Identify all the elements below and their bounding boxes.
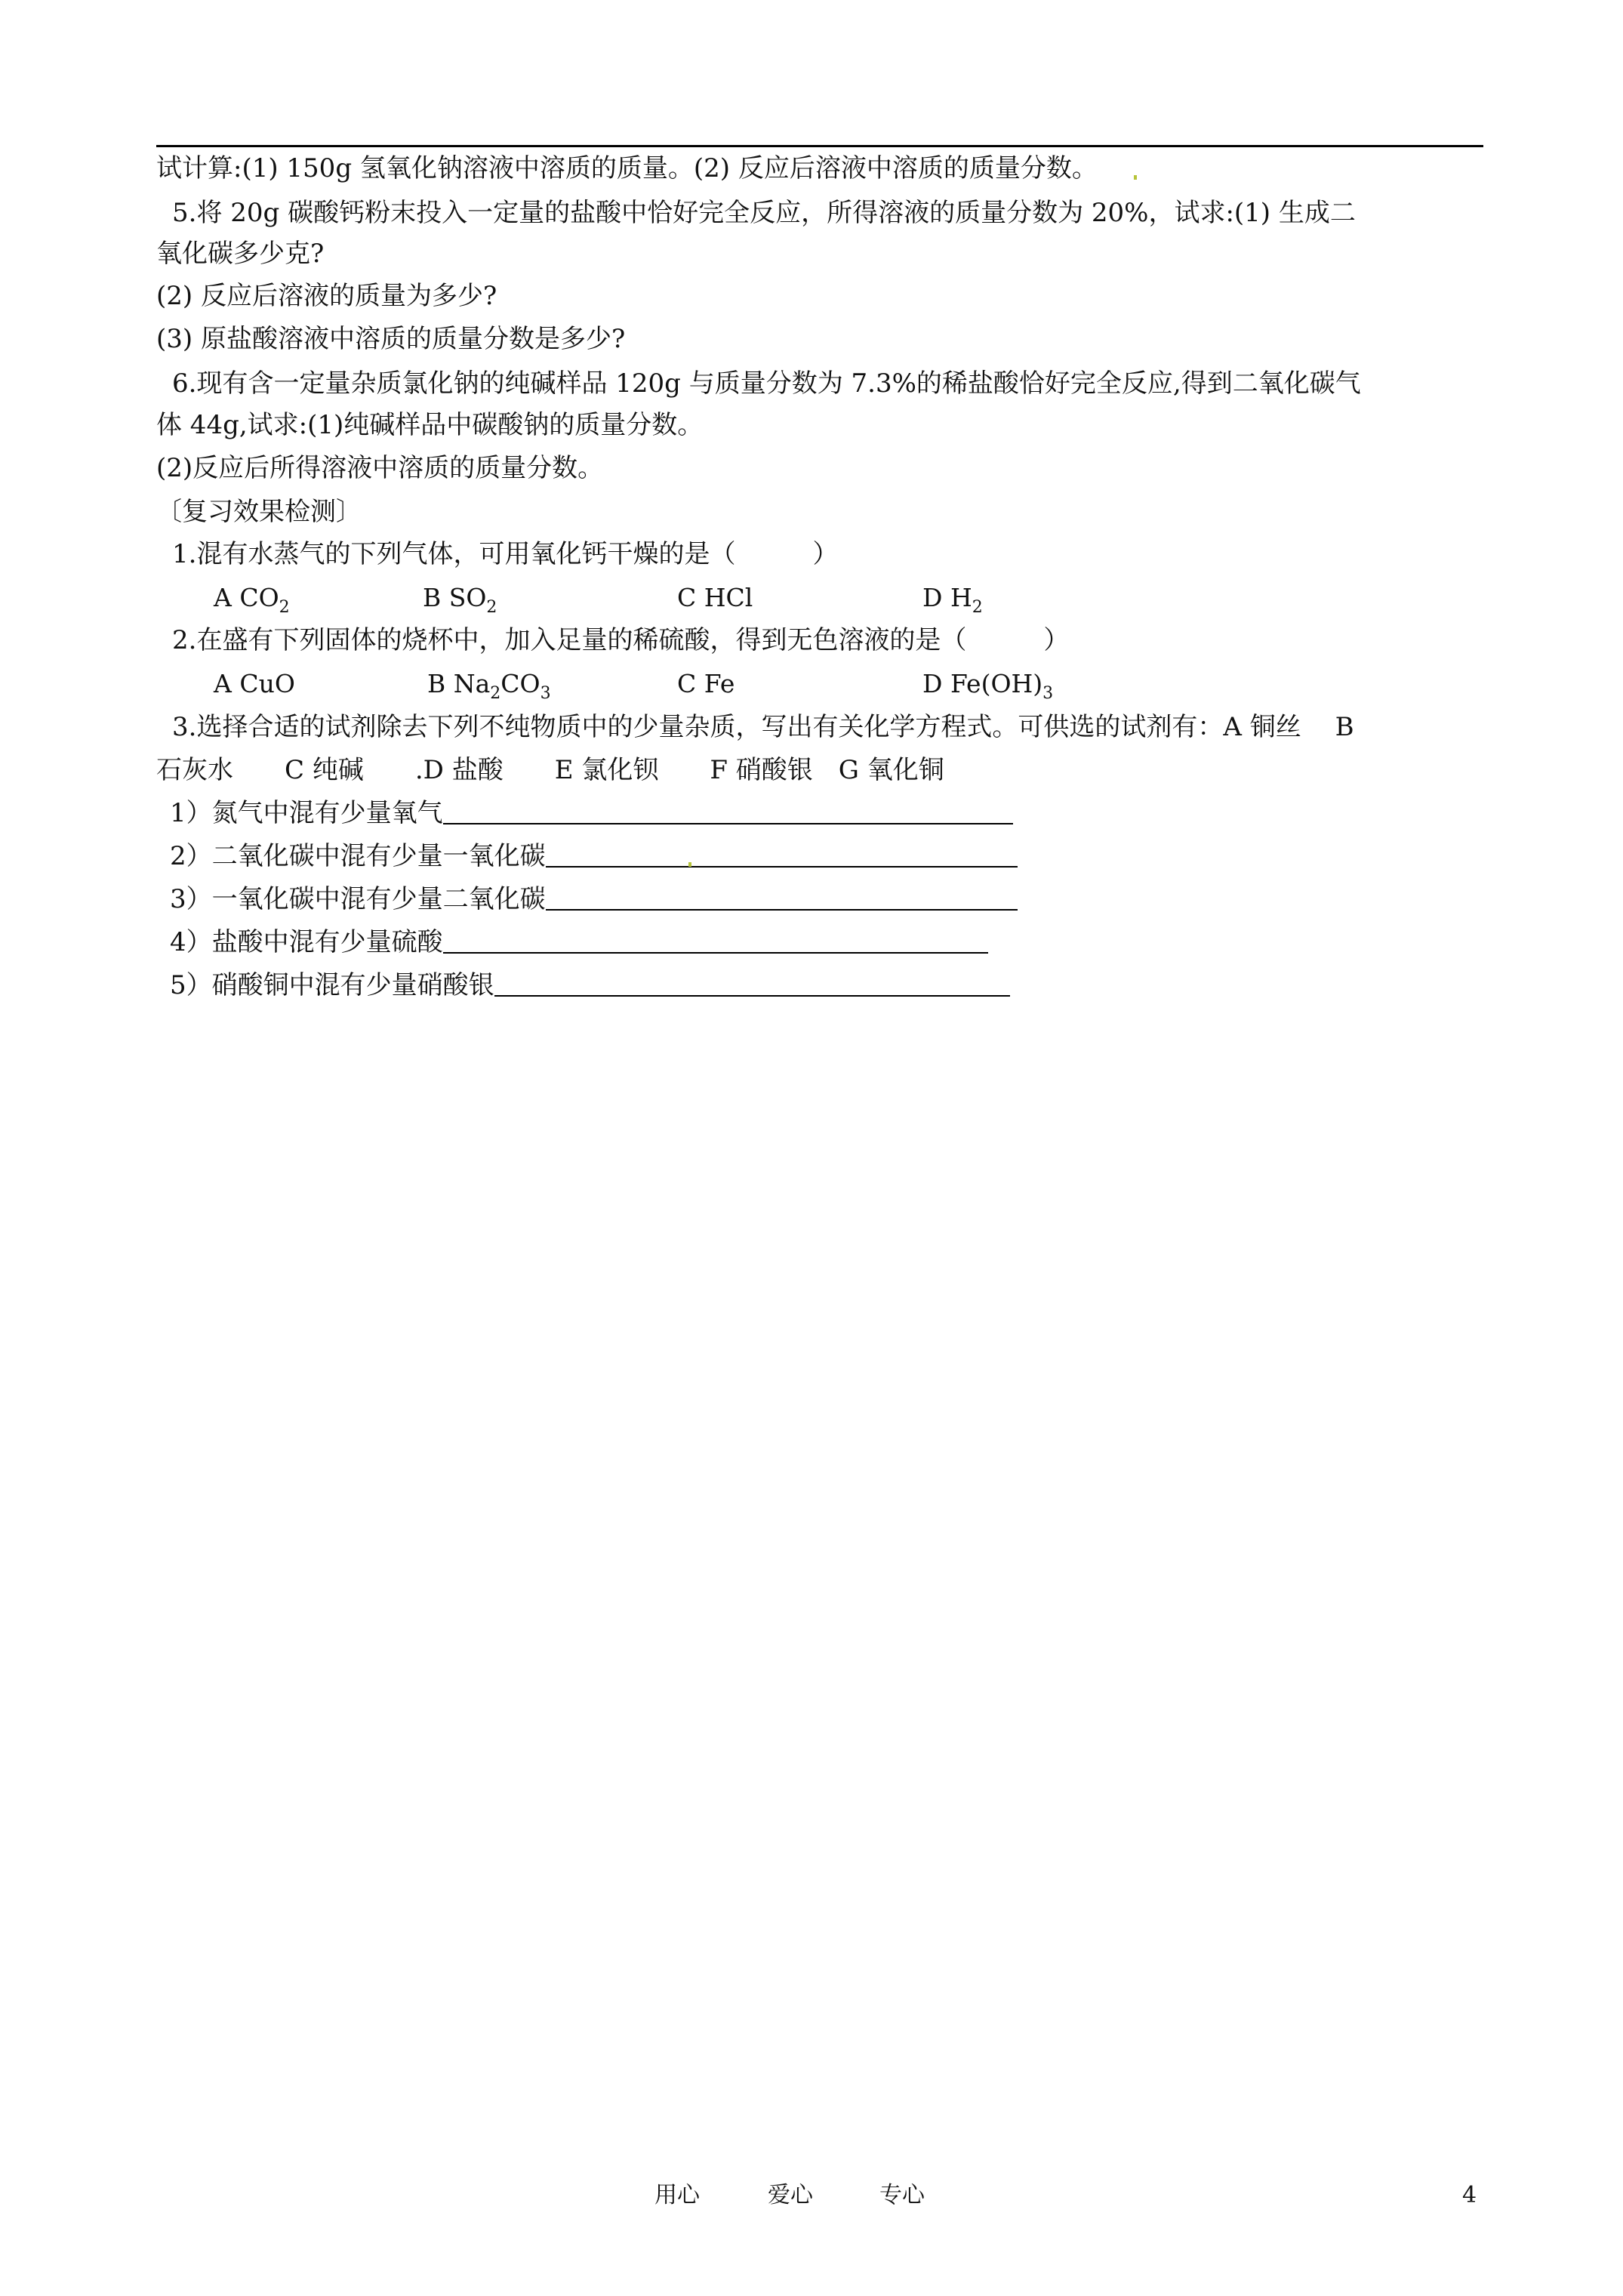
option-a: A $CO_2$ [214, 583, 290, 617]
text-line: 试计算:(1) 150g 氢氧化钠溶液中溶质的质量。(2) 反应后溶液中溶质的质量分数。 [156, 153, 1098, 183]
option-b: B $SO_2$ [423, 583, 497, 617]
text-line: (3) 原盐酸溶液中溶质的质量分数是多少? [156, 324, 626, 354]
question-3-line: 3.选择合适的试剂除去下列不纯物质中的少量杂质，写出有关化学方程式。可供选的试剂有：A 铜丝 B [172, 712, 1354, 742]
stray-mark [1134, 175, 1137, 180]
fill-item: 2）二氧化碳中混有少量一氧化碳 [170, 840, 1018, 873]
fill-item: 1）氮气中混有少量氧气 [170, 797, 1013, 830]
fill-item: 5）硝酸铜中混有少量硝酸银 [170, 969, 1010, 1002]
question-1-line: 1.混有水蒸气的下列气体，可用氧化钙干燥的是（ ） [172, 539, 839, 569]
option-c: C Fe [677, 669, 735, 698]
question-5-line: 5.将 20g 碳酸钙粉末投入一定量的盐酸中恰好完全反应，所得溶液的质量分数为 20%，试求:(1) 生成二 [172, 198, 1356, 228]
option-d: D $Fe(OH)_3$ [922, 669, 1054, 703]
option-c: C HCl [677, 583, 753, 612]
text-line: 氧化碳多少克? [156, 239, 325, 269]
text-line: 体 44g,试求:(1)纯碱样品中碳酸钠的质量分数。 [156, 410, 704, 440]
text-line: (2)反应后所得溶液中溶质的质量分数。 [156, 453, 604, 483]
text-line: (2) 反应后溶液的质量为多少? [156, 281, 497, 311]
stray-mark [688, 862, 691, 867]
reagent-list: 石灰水 C 纯碱 .D 盐酸 E 氯化钡 F 硝酸银 G 氧化铜 [156, 755, 944, 785]
header-rule [156, 145, 1483, 147]
answer-blank[interactable] [443, 929, 988, 954]
option-a: A CuO [214, 669, 295, 698]
footer-motto-2: 爱心 [768, 2182, 813, 2208]
footer-motto-1: 用心 [654, 2182, 700, 2208]
answer-blank[interactable] [546, 886, 1018, 911]
answer-blank[interactable] [494, 972, 1010, 997]
question-6-line: 6.现有含一定量杂质氯化钠的纯碱样品 120g 与质量分数为 7.3%的稀盐酸恰好完全反应,得到二氧化碳气 [172, 368, 1361, 399]
section-heading: 〔复习效果检测〕 [156, 497, 362, 527]
question-2-line: 2.在盛有下列固体的烧杯中，加入足量的稀硫酸，得到无色溶液的是（ ） [172, 625, 1070, 655]
answer-blank[interactable] [443, 800, 1013, 824]
page-number: 4 [1462, 2182, 1477, 2208]
fill-item: 3）一氧化碳中混有少量二氧化碳 [170, 883, 1018, 916]
option-b: B $Na_2CO_3$ [427, 669, 551, 703]
answer-blank[interactable] [546, 843, 1018, 868]
fill-item: 4）盐酸中混有少量硫酸 [170, 926, 988, 959]
footer-motto-3: 专心 [879, 2182, 925, 2208]
option-d: D $H_2$ [922, 583, 983, 617]
